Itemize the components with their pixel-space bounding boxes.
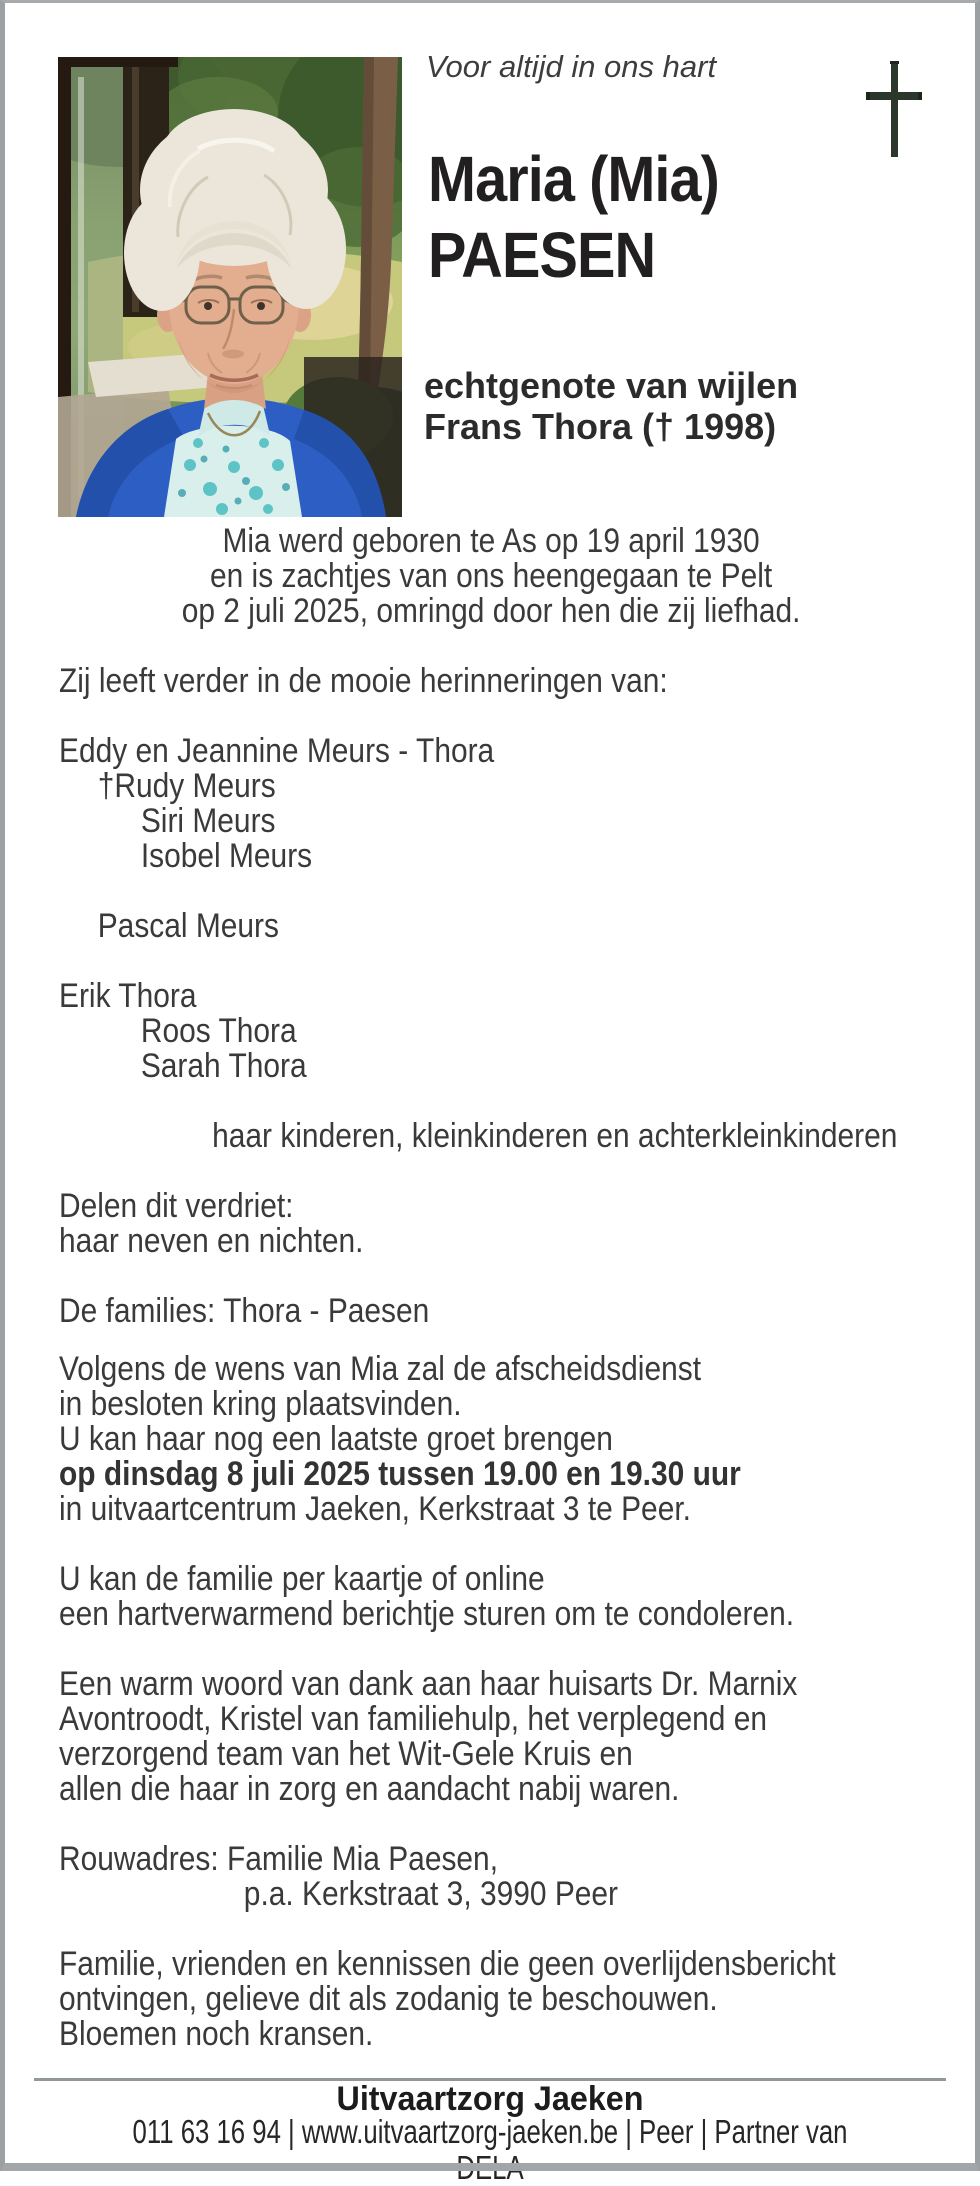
body-line: Isobel Meurs: [140, 837, 313, 875]
body-paragraph: [59, 909, 923, 944]
body-paragraph: [59, 664, 923, 699]
portrait-photo-image: [58, 57, 402, 517]
body-line: U kan de familie per kaartje of online: [59, 1560, 545, 1598]
body-paragraph: [59, 524, 923, 629]
body-paragraph: [59, 1119, 923, 1154]
body-line: Pascal Meurs: [97, 907, 279, 945]
body-line: op 2 juli 2025, omringd door hen die zij liefhad.: [181, 592, 801, 630]
body-line: Volgens de wens van Mia zal de afscheidsdienst: [59, 1350, 702, 1388]
funeral-home-contact: 011 63 16 94 | www.uitvaartzorg-jaeken.be | Peer | Partner van DELA: [132, 2113, 848, 2186]
body-line: op dinsdag 8 juli 2025 tussen 19.00 en 19.30 uur: [59, 1455, 741, 1493]
body-paragraph: [59, 1842, 923, 1912]
body-line: Avontroodt, Kristel van familiehulp, het verplegend en: [59, 1700, 767, 1738]
body-line: Sarah Thora: [140, 1047, 307, 1085]
body-line: p.a. Kerkstraat 3, 3990 Peer: [243, 1875, 619, 1913]
body-line: allen die haar in zorg en aandacht nabij waren.: [59, 1770, 680, 1808]
deceased-name: [428, 141, 719, 293]
body-line: Bloemen noch kransen.: [59, 2015, 374, 2053]
body-line: haar neven en nichten.: [59, 1222, 364, 1260]
body-line: Familie, vrienden en kennissen die geen overlijdensbericht: [59, 1945, 836, 1983]
body-line: Een warm woord van dank aan haar huisarts Dr. Marnix: [59, 1665, 798, 1703]
body-paragraph: [59, 1352, 923, 1527]
body-line: †Rudy Meurs: [97, 767, 276, 805]
spouse-line-2: Frans Thora († 1998): [424, 406, 777, 447]
body-line: ontvingen, gelieve dit als zodanig te beschouwen.: [59, 1980, 718, 2018]
body-paragraph: [59, 979, 923, 1084]
body-paragraph: [59, 1947, 923, 2052]
spouse-line: [424, 365, 798, 447]
body-line: Erik Thora: [59, 977, 197, 1015]
body-line: in uitvaartcentrum Jaeken, Kerkstraat 3 te Peer.: [59, 1490, 691, 1528]
body-paragraph: [59, 1667, 923, 1807]
body-line: Delen dit verdriet:: [59, 1187, 294, 1225]
body-line: De families: Thora - Paesen: [59, 1292, 430, 1330]
body-line: haar kinderen, kleinkinderen en achterkleinkinderen: [212, 1117, 898, 1155]
portrait-photo: [58, 57, 402, 517]
body-paragraph: [59, 1294, 923, 1329]
deceased-first-name: Maria (Mia): [428, 143, 719, 215]
spouse-line-1: echtgenote van wijlen: [424, 365, 799, 406]
body-line: Siri Meurs: [140, 802, 276, 840]
body-line: een hartverwarmend berichtje sturen om te condoleren.: [59, 1595, 795, 1633]
cross-icon: [861, 59, 927, 161]
body-line: in besloten kring plaatsvinden.: [59, 1385, 462, 1423]
deceased-last-name: PAESEN: [428, 219, 656, 291]
body-line: Mia werd geboren te As op 19 april 1930: [222, 522, 760, 560]
header-motto: Voor altijd in ons hart: [426, 49, 717, 84]
body-paragraph: [59, 1189, 923, 1259]
body-line: Eddy en Jeannine Meurs - Thora: [59, 732, 495, 770]
body-line: verzorgend team van het Wit-Gele Kruis en: [59, 1735, 633, 1773]
body-line: U kan haar nog een laatste groet brengen: [59, 1420, 613, 1458]
funeral-home-name: Uitvaartzorg Jaeken: [336, 2080, 644, 2118]
body-line: en is zachtjes van ons heengegaan te Pelt: [209, 557, 773, 595]
body-paragraph: [59, 734, 923, 874]
body-line: Roos Thora: [140, 1012, 297, 1050]
body-line: Rouwadres: Familie Mia Paesen,: [59, 1840, 499, 1878]
body-line: Zij leeft verder in de mooie herinneringen van:: [59, 662, 668, 700]
body-paragraph: [59, 1562, 923, 1632]
obituary-body-text: [59, 524, 923, 2087]
